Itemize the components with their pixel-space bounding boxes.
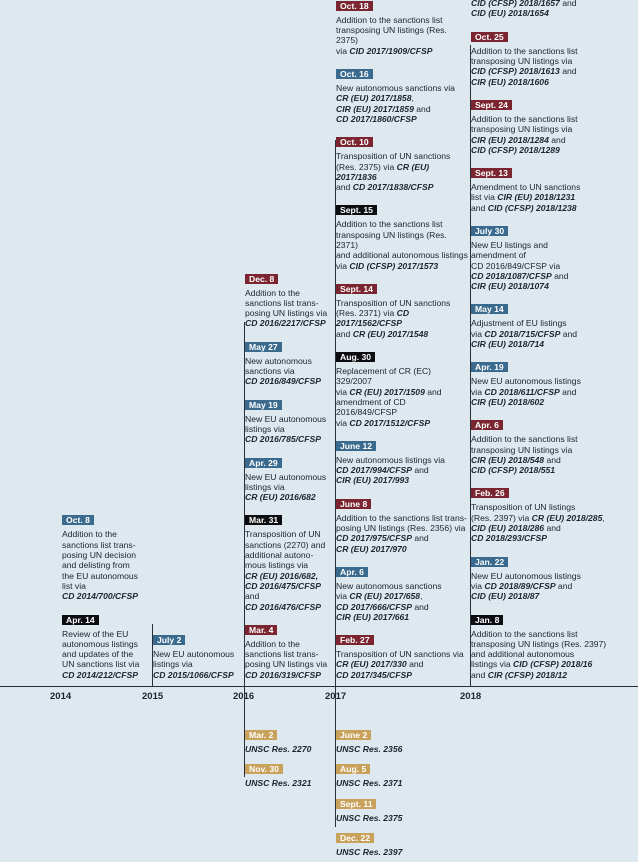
event-date-badge: Jan. 22 xyxy=(471,557,508,567)
event-description: Amendment to UN sanctions list via CIR (EU) 2018/1231 and CID (CFSP) 2018/1238 xyxy=(471,182,581,213)
year-label-2015: 2015 xyxy=(142,691,164,702)
event-description: Addition to the sanctions list trans- posing UN listings (Res. 2356) via CD 2017/975/CFSP and CR (EU) 2017/970 xyxy=(336,512,467,554)
event-date-badge: Apr. 29 xyxy=(245,458,282,468)
events-2016 xyxy=(245,269,333,680)
event-description: CID (CFSP) 2018/1657 and CID (EU) 2018/1654 xyxy=(471,0,577,19)
event-item xyxy=(336,279,468,339)
event-date-badge: Sept. 24 xyxy=(471,100,512,110)
event-date-badge: Feb. 26 xyxy=(471,488,509,498)
unsc-resolution-item xyxy=(336,828,446,857)
event-date-badge: Oct. 8 xyxy=(62,515,94,525)
event-date-badge: June 8 xyxy=(336,499,371,509)
year-label-2016: 2016 xyxy=(233,691,255,702)
event-item xyxy=(471,0,636,19)
event-date-badge: Oct. 16 xyxy=(336,69,373,79)
unsc-resolution-item xyxy=(245,759,333,788)
event-date-badge: Mar. 4 xyxy=(245,625,277,635)
event-description: New autonomous sanctions via CR (EU) 2017/1858, CIR (EU) 2017/1859 and CD 2017/1860/CFSP xyxy=(336,83,455,124)
event-item xyxy=(336,436,468,486)
event-item xyxy=(245,269,333,329)
event-date-badge: Oct. 18 xyxy=(336,1,373,11)
event-date-badge: Jan. 8 xyxy=(471,615,503,625)
event-description: Replacement of CR (EC) 329/2007 via CR (EU) 2017/1509 and amendment of CD 2016/849/CFSP via CD 2017/1512/CFSP xyxy=(336,366,442,428)
year-label-2017: 2017 xyxy=(325,691,347,702)
event-description: New EU autonomous listings via CD 2016/785/CFSP xyxy=(245,413,327,445)
event-item xyxy=(153,630,241,680)
event-description: Addition to the sanctions list trans- posing UN listings via CD 2016/319/CFSP xyxy=(245,638,328,680)
unsc-resolution-label: UNSC Res. 2375 xyxy=(336,812,403,823)
event-item xyxy=(471,610,636,680)
unsc-2017 xyxy=(336,725,446,862)
event-item xyxy=(471,415,636,475)
event-description: New EU autonomous listings via CD 2018/89/CFSP and CID (EU) 2018/87 xyxy=(471,570,581,602)
event-item xyxy=(245,337,333,387)
event-description: Addition to the sanctions list transposing UN listings (Res. 2371) and additional autonomous listings via CID (CFSP) 2017/1573 xyxy=(336,219,468,271)
event-date-badge: May 27 xyxy=(245,342,282,352)
unsc-resolution-label: UNSC Res. 2371 xyxy=(336,778,403,789)
event-description: New autonomous listings via CD 2017/994/CFSP and CIR (EU) 2017/993 xyxy=(336,454,445,486)
event-date-badge: Apr. 14 xyxy=(62,615,99,625)
event-description: Addition to the sanctions list transposing UN listings via CIR (EU) 2018/548 and CID (CFSP) 2018/551 xyxy=(471,434,578,476)
events-2018 xyxy=(471,0,636,680)
event-item xyxy=(336,630,468,680)
event-date-badge: May 19 xyxy=(245,400,282,410)
event-item xyxy=(336,132,468,192)
event-date-badge: July 2 xyxy=(153,635,185,645)
event-date-badge: Mar. 31 xyxy=(245,515,282,525)
event-item xyxy=(336,0,468,56)
event-description: Transposition of UN sanctions (Res. 2371) via CD 2017/1562/CFSP and CR (EU) 2017/1548 xyxy=(336,297,451,339)
event-description: Transposition of UN sanctions (2270) and additional autono- mous listings via CR (EU) 2016/682, CD 2016/475/CFSP and CD 2016/476/CFSP xyxy=(245,529,326,612)
unsc-date-badge: Dec. 22 xyxy=(336,833,374,843)
event-date-badge: Feb. 27 xyxy=(336,635,374,645)
event-item xyxy=(471,299,636,349)
unsc-date-badge: Mar. 2 xyxy=(245,730,277,740)
event-date-badge: Aug. 30 xyxy=(336,352,375,362)
event-description: Addition to the sanctions list trans- posing UN listings via CD 2016/2217/CFSP xyxy=(245,287,328,329)
unsc-date-badge: Aug. 5 xyxy=(336,764,370,774)
event-item xyxy=(245,510,333,611)
event-item xyxy=(336,200,468,270)
unsc-resolution-item xyxy=(336,794,446,823)
unsc-resolution-item xyxy=(336,725,446,754)
event-description: New EU autonomous listings via CR (EU) 2016/682 xyxy=(245,471,327,503)
event-date-badge: Apr. 19 xyxy=(471,362,508,372)
event-date-badge: Dec. 8 xyxy=(245,274,278,284)
event-item xyxy=(336,64,468,124)
unsc-date-badge: Sept. 11 xyxy=(336,799,376,809)
event-description: Review of the EU autonomous listings and updates of the UN sanctions list via CD 2014/212/CFSP xyxy=(62,628,140,680)
event-description: New EU autonomous listings via CD 2015/1066/CFSP xyxy=(153,649,235,680)
event-item xyxy=(471,483,636,543)
event-description: New EU listings and amendment of CD 2016/849/CFSP via CD 2018/1087/CFSP and CIR (EU) 2018/1074 xyxy=(471,239,569,292)
event-item xyxy=(62,610,150,680)
unsc-date-badge: Nov. 30 xyxy=(245,764,283,774)
unsc-2016 xyxy=(245,725,333,794)
unsc-resolution-label: UNSC Res. 2397 xyxy=(336,846,403,857)
event-date-badge: Sept. 15 xyxy=(336,205,377,215)
event-description: New autonomous sanctions via CD 2016/849/CFSP xyxy=(245,355,321,387)
event-date-badge: Sept. 13 xyxy=(471,168,512,178)
year-label-2018: 2018 xyxy=(460,691,482,702)
event-item xyxy=(245,395,333,445)
event-date-badge: Apr. 6 xyxy=(336,567,368,577)
event-item xyxy=(336,562,468,622)
unsc-resolution-label: UNSC Res. 2356 xyxy=(336,744,403,754)
event-item xyxy=(336,347,468,428)
event-date-badge: May 14 xyxy=(471,304,508,314)
event-description: Transposition of UN sanctions (Res. 2375) via CR (EU) 2017/1836 and CD 2017/1838/CFSP xyxy=(336,151,451,193)
event-item xyxy=(471,357,636,407)
event-item xyxy=(245,453,333,503)
unsc-date-badge: June 2 xyxy=(336,730,371,740)
timeline-axis xyxy=(0,686,638,687)
event-item xyxy=(471,95,636,155)
event-date-badge: June 12 xyxy=(336,441,376,451)
event-description: New autonomous sanctions via CR (EU) 2017/658, CD 2017/666/CFSP and CIR (EU) 2017/661 xyxy=(336,580,442,622)
event-description: Adjustment of EU listings via CD 2018/715/CFSP and CIR (EU) 2018/714 xyxy=(471,318,578,350)
event-item xyxy=(336,494,468,554)
event-item xyxy=(62,510,150,601)
event-date-badge: Oct. 10 xyxy=(336,137,373,147)
event-date-badge: Oct. 25 xyxy=(471,32,508,42)
unsc-resolution-label: UNSC Res. 2321 xyxy=(245,778,312,789)
events-2015 xyxy=(153,630,241,680)
event-description: Addition to the sanctions list transposing UN listings via CIR (EU) 2018/1284 and CID (CFSP) 2018/1289 xyxy=(471,113,578,155)
event-item xyxy=(471,163,636,213)
event-description: New EU autonomous listings via CD 2018/611/CFSP and CIR (EU) 2018/602 xyxy=(471,376,581,407)
event-item xyxy=(471,552,636,602)
event-date-badge: Apr. 6 xyxy=(471,420,503,430)
event-date-badge: July 30 xyxy=(471,226,508,236)
event-description: Transposition of UN sanctions via CR (EU) 2017/330 and CD 2017/345/CFSP xyxy=(336,649,464,680)
event-description: Addition to the sanctions list transposing UN listings via CID (CFSP) 2018/1613 and CIR (EU) 2018/1606 xyxy=(471,45,578,87)
event-description: Addition to the sanctions list transposing UN listings (Res. 2397) and additional autonomous listings via CID (CFSP) 2018/16 and CIR (CFSP) 2018/12 xyxy=(471,628,607,680)
unsc-resolution-item xyxy=(336,759,446,788)
events-2017 xyxy=(336,0,468,680)
event-description: Addition to the sanctions list transposing UN listings (Res. 2375) via CID 2017/1909/CFSP xyxy=(336,14,447,56)
year-label-2014: 2014 xyxy=(50,691,72,702)
events-2014 xyxy=(62,510,150,680)
event-date-badge: Sept. 14 xyxy=(336,284,377,294)
event-description: Addition to the sanctions list trans- posing UN decision and delisting from the EU autonomous list via CD 2014/700/CFSP xyxy=(62,529,138,602)
event-item xyxy=(471,221,636,291)
unsc-resolution-item xyxy=(245,725,333,754)
unsc-resolution-label: UNSC Res. 2270 xyxy=(245,744,312,754)
event-description: Transposition of UN listings (Res. 2397) via CR (EU) 2018/285, CID (EU) 2018/286 and CD 2018/293/CFSP xyxy=(471,502,605,544)
event-item xyxy=(471,27,636,87)
event-item xyxy=(245,620,333,680)
